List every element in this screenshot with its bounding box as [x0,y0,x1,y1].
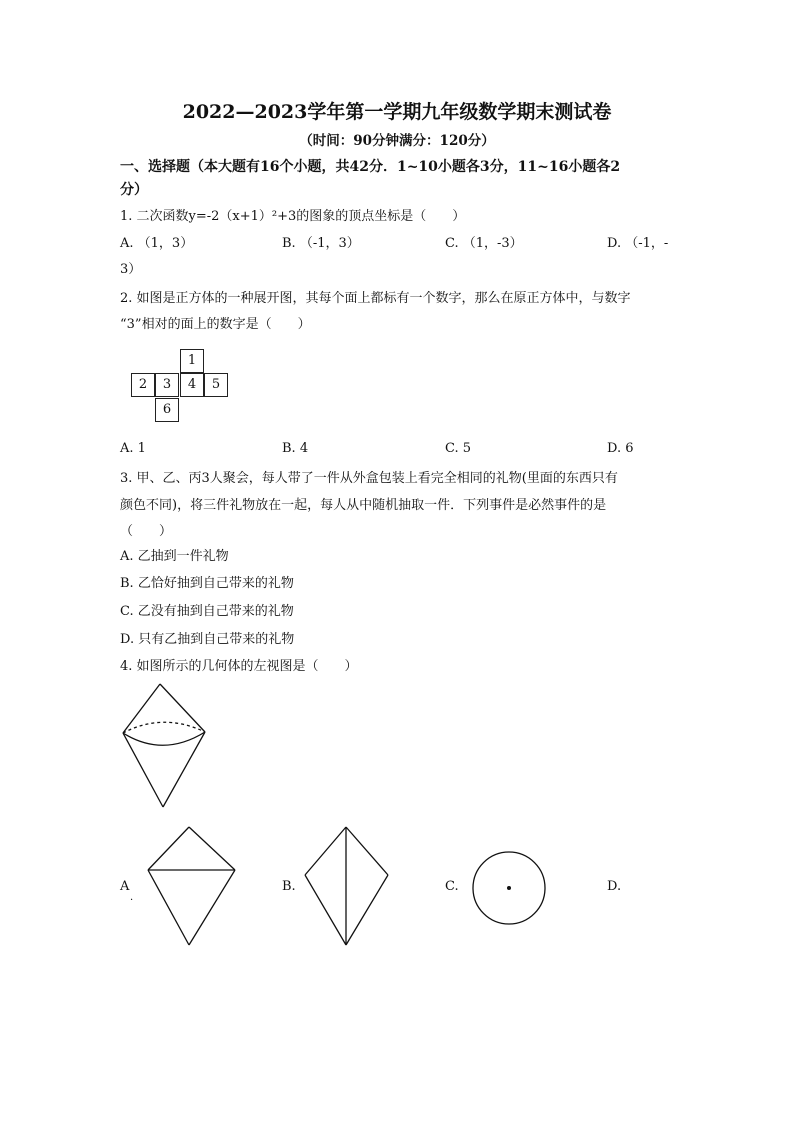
net-cell: 6 [155,398,179,422]
question-3-stem-wrap: 颜色不同)，将三件礼物放在一起，每人从中随机抽取一件．下列事件是必然事件的是 [120,498,607,513]
option-b-figure [302,825,392,950]
question-3-stem: 3. 甲、乙、丙3人聚会，每人带了一件从外盒包装上看完全相同的礼物(里面的东西只有 [120,471,618,486]
net-cell: 1 [180,349,204,373]
net-cell: 4 [180,373,204,397]
question-4-option-b-label: B. [282,879,296,894]
question-1-option-d: D. （-1，- [607,236,669,251]
option-c-figure [470,850,550,930]
page-subtitle: （时间：90分钟满分：120分） [299,133,495,149]
net-cell: 5 [204,373,228,397]
question-2-stem: 2. 如图是正方体的一种展开图，其每个面上都标有一个数字，那么在原正方体中，与数字 [120,291,631,306]
question-3-option-b: B. 乙恰好抽到自己带来的礼物 [120,576,294,591]
section-heading: 一、选择题（本大题有16个小题，共42分．1~10小题各3分，11~16小题各2 [120,159,621,175]
question-1-option-a: A. （1，3） [120,236,194,251]
question-1-stem: 1. 二次函数y=-2（x+1）²+3的图象的顶点坐标是（ ） [120,209,466,224]
question-1-option-b: B. （-1，3） [282,236,360,251]
section-heading-wrap: 分） [120,182,148,198]
question-2-option-d: D. 6 [607,441,634,456]
question-3-stem-wrap-2: （ ） [120,524,173,539]
question-4-option-d-label: D. [607,879,622,894]
question-1-option-c: C. （1，-3） [445,236,523,251]
page-title: 2022—2023学年第一学期九年级数学期末测试卷 [182,101,612,123]
question-3-option-c: C. 乙没有抽到自己带来的礼物 [120,604,294,619]
double-cone-figure [115,680,215,810]
question-3-option-a: A. 乙抽到一件礼物 [120,549,229,564]
question-2-stem-wrap: “3”相对的面上的数字是（ ） [120,317,311,332]
question-1-option-d-wrap: 3） [120,262,142,277]
question-3-option-d: D. 只有乙抽到自己带来的礼物 [120,632,295,647]
option-a-figure [145,825,240,950]
question-2-option-a: A. 1 [120,441,146,456]
question-2-option-b: B. 4 [282,441,309,456]
question-2-option-c: C. 5 [445,441,472,456]
question-4-option-c-label: C. [445,879,459,894]
net-cell: 2 [131,373,155,397]
option-a-dot: · [130,895,134,906]
question-4-stem: 4. 如图所示的几何体的左视图是（ ） [120,659,358,674]
net-cell: 3 [155,373,179,397]
question-4-option-a-label: A [120,879,130,894]
